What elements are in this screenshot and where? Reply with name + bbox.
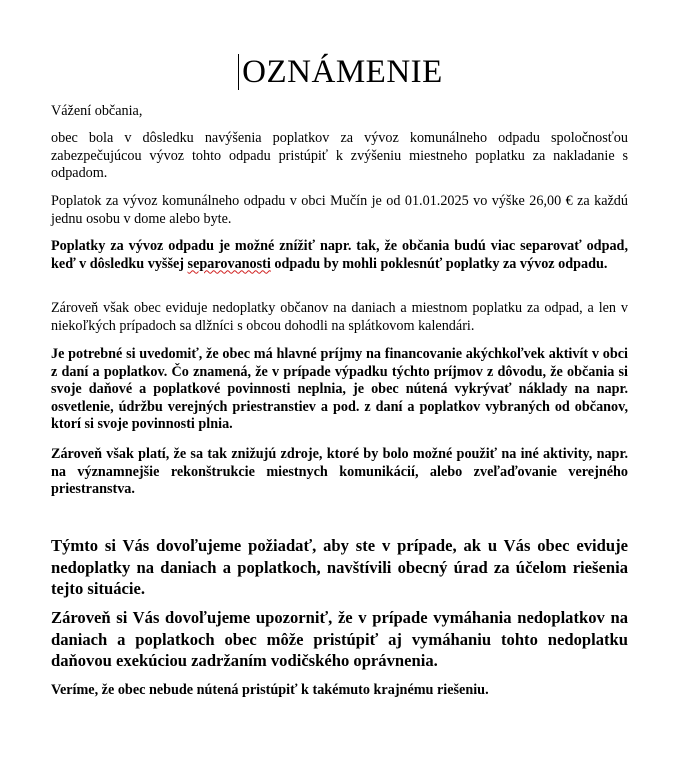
paragraph-3-block [51, 238, 628, 273]
paragraph-8-block [51, 607, 628, 672]
paragraph-5-block [51, 346, 628, 434]
title-block [0, 52, 685, 92]
paragraph-4: Zároveň však obec eviduje nedoplatky občanov na daniach a miestnom poplatku za odpad, a len v niekoľkých prípadoch sa dlžníci s obcou dohodli na splátkovom kalendári. [51, 300, 628, 334]
text-cursor [238, 54, 239, 90]
paragraph-1: obec bola v dôsledku navýšenia poplatkov za vývoz komunálneho odpadu spoločnosťou zabezpečujúcou vývoz tohto odpadu pristúpiť k zvýšeniu miestneho poplatku za nakladanie s odpadom. [51, 130, 628, 181]
paragraph-2-block [51, 193, 628, 228]
paragraph-3 [51, 238, 628, 273]
paragraph-9: Veríme, že obec nebude nútená pristúpiť k takémuto krajnému riešeniu. [51, 682, 489, 698]
document-title [242, 52, 443, 92]
paragraph-9-block [51, 682, 628, 700]
spellcheck-flagged-word[interactable]: separovanosti [187, 255, 271, 272]
paragraph-6-block [51, 446, 628, 499]
greeting: Vážení občania, [51, 103, 143, 119]
greeting-block [51, 103, 628, 121]
paragraph-3-end: odpadu by mohli poklesnúť poplatky za vývoz odpadu. [270, 255, 608, 272]
paragraph-7: Týmto si Vás dovoľujeme požiadať, aby ste v prípade, ak u Vás obec eviduje nedoplatky na daniach a poplatkoch, navštívili obecný úrad za účelom riešenia tejto situácie. [51, 536, 628, 598]
document-title-text: OZNÁMENIE [242, 54, 443, 90]
paragraph-1-block [51, 130, 628, 183]
paragraph-8: Zároveň si Vás dovoľujeme upozorniť, že v prípade vymáhania nedoplatkov na daniach a poplatkoch obec môže pristúpiť aj vymáhaniu tohto nedoplatku daňovou exekúciou zadržaním vodičského oprávnenia. [51, 608, 628, 670]
paragraph-6: Zároveň však platí, že sa tak znižujú zdroje, ktoré by bolo možné použiť na iné aktivity, napr. na významnejšie rekonštrukcie miestnych komunikácií, alebo zveľaďovanie verejného priestranstva. [51, 446, 628, 497]
paragraph-3-start: Poplatky za vývoz odpadu je možné znížiť napr. tak, že občania budú viac separovať odpad, keď v dôsledku vyššej [51, 238, 628, 272]
paragraph-2: Poplatok za vývoz komunálneho odpadu v obci Mučín je od 01.01.2025 vo výške 26,00 € za každú jednu osobu v dome alebo byte. [51, 193, 628, 227]
paragraph-7-block [51, 535, 628, 600]
paragraph-4-block [51, 300, 628, 335]
paragraph-5: Je potrebné si uvedomiť, že obec má hlavné príjmy na financovanie akýchkoľvek aktivít v obci z daní a poplatkov. Čo znamená, že v prípade výpadku týchto príjmov z dôvodu, že občania si svoje daňové a poplatkové povinnosti neplnia, je obec nútená vykrývať náklady na napr. osvetlenie, údržbu verejných priestranstiev a pod. z daní a poplatkov vybraných od občanov, ktorí si svoje povinnosti plnia. [51, 346, 628, 432]
